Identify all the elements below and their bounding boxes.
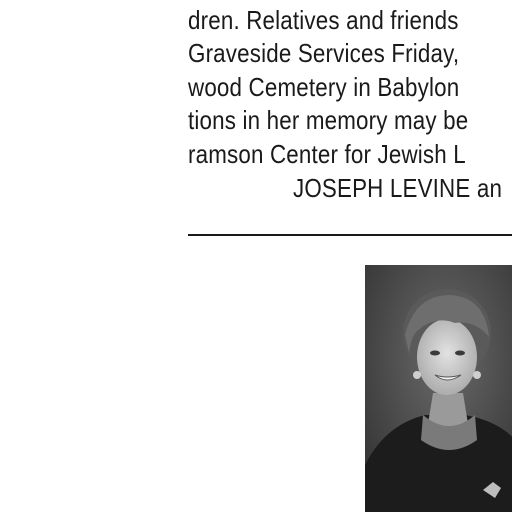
obituary-signature-line: JOSEPH LEVINE an — [293, 173, 503, 203]
obituary-text-line-4: tions in her memory may be — [188, 105, 469, 135]
obituary-text-line-2: Graveside Services Friday, — [188, 38, 460, 68]
obituary-text-line-1: dren. Relatives and friends — [188, 5, 459, 35]
obituary-text-line-5: ramson Center for Jewish L — [188, 139, 466, 169]
portrait-image — [365, 265, 512, 512]
portrait-photo — [365, 265, 512, 512]
section-divider — [188, 234, 512, 236]
obituary-text-line-3: wood Cemetery in Babylon — [188, 72, 460, 102]
